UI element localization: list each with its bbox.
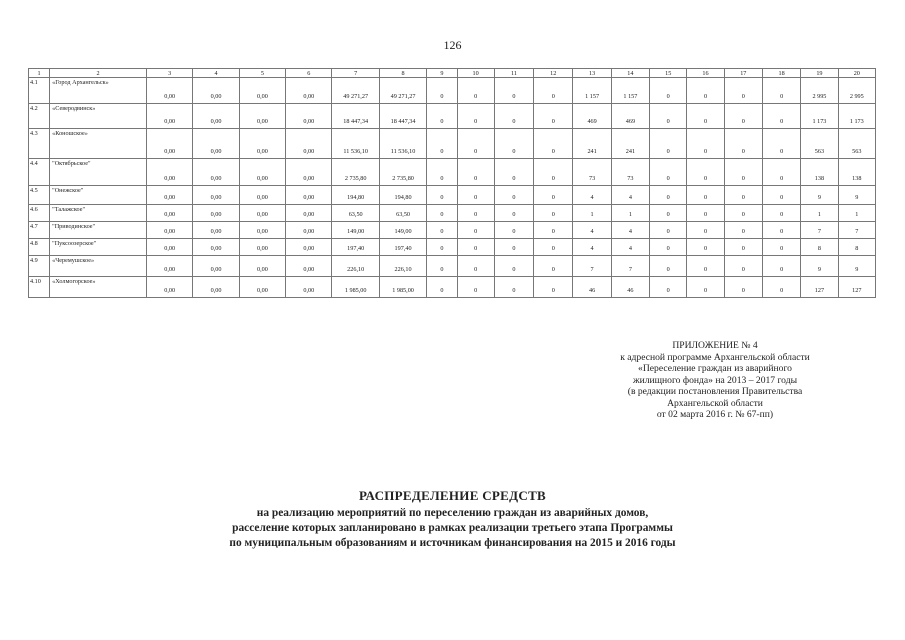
table-cell: 0,00 (146, 256, 192, 277)
table-cell: 0 (650, 159, 687, 186)
table-cell: 0,00 (286, 256, 332, 277)
table-cell: 0 (762, 78, 800, 104)
table-cell: 7 (801, 222, 838, 239)
table-cell: 0 (494, 256, 533, 277)
table-cell: 2 995 (801, 78, 838, 104)
table-cell: 0,00 (286, 205, 332, 222)
table-cell: 49 271,27 (379, 78, 426, 104)
table-cell: 0 (457, 256, 494, 277)
header-row (29, 69, 876, 78)
table-cell: 138 (801, 159, 838, 186)
row-number: 4.3 (29, 129, 50, 159)
municipality-name: "Талажское" (50, 205, 147, 222)
table-cell: 0,00 (286, 186, 332, 205)
column-header: 10 (457, 69, 494, 78)
table-cell: 0 (494, 277, 533, 298)
table-cell: 0,00 (239, 129, 285, 159)
table-cell: 0 (724, 205, 762, 222)
table-cell: 0 (427, 78, 457, 104)
table-cell: 194,80 (332, 186, 379, 205)
table-cell: 0,00 (146, 159, 192, 186)
table-cell: 0,00 (146, 78, 192, 104)
column-header: 2 (50, 69, 147, 78)
table-cell: 1 (611, 205, 649, 222)
table-cell: 0 (687, 277, 724, 298)
row-number: 4.8 (29, 239, 50, 256)
table-cell: 0,00 (286, 159, 332, 186)
table-cell: 0 (457, 205, 494, 222)
table-cell: 0,00 (239, 78, 285, 104)
table-cell: 0 (762, 277, 800, 298)
table-cell: 0 (427, 239, 457, 256)
table-cell: 226,10 (332, 256, 379, 277)
table-row (29, 186, 876, 205)
column-header: 3 (146, 69, 192, 78)
table-cell: 241 (611, 129, 649, 159)
table-cell: 0 (687, 222, 724, 239)
table-cell: 4 (611, 186, 649, 205)
table-cell: 1 173 (838, 104, 875, 129)
table-cell: 0 (687, 78, 724, 104)
table-cell: 0 (724, 78, 762, 104)
table-cell: 0 (687, 159, 724, 186)
table-cell: 0,00 (193, 129, 239, 159)
table-cell: 469 (573, 104, 611, 129)
table-cell: 0 (650, 277, 687, 298)
table-cell: 0,00 (193, 186, 239, 205)
table-row (29, 159, 876, 186)
table-cell: 0 (457, 78, 494, 104)
table-cell: 0,00 (193, 222, 239, 239)
table-cell: 0 (534, 277, 573, 298)
table-cell: 469 (611, 104, 649, 129)
row-number: 4.7 (29, 222, 50, 239)
table-cell: 11 536,10 (332, 129, 379, 159)
table-cell: 0,00 (286, 277, 332, 298)
table-cell: 0,00 (286, 129, 332, 159)
appendix-line: к адресной программе Архангельской области (620, 351, 810, 363)
table-cell: 0 (724, 222, 762, 239)
table-cell: 0 (534, 205, 573, 222)
table-row (29, 129, 876, 159)
table-cell: 1 985,00 (379, 277, 426, 298)
column-header: 16 (687, 69, 724, 78)
municipality-name: «Черемушское» (50, 256, 147, 277)
table-cell: 1 173 (801, 104, 838, 129)
municipality-name: «Холмогорское» (50, 277, 147, 298)
heading-title: РАСПРЕДЕЛЕНИЕ СРЕДСТВ (358, 488, 547, 503)
heading-line: на реализацию мероприятий по переселению граждан из аварийных домов, (256, 507, 649, 519)
row-number: 4.10 (29, 277, 50, 298)
heading-line: по муниципальным образованиям и источникам финансирования на 2015 и 2016 годы (229, 537, 676, 549)
table-cell: 0,00 (193, 277, 239, 298)
table-cell: 1 (801, 205, 838, 222)
table-cell: 0 (534, 222, 573, 239)
table-cell: 0 (427, 104, 457, 129)
table-cell: 1 157 (611, 78, 649, 104)
table-cell: 0 (724, 277, 762, 298)
table-cell: 0 (534, 239, 573, 256)
table-cell: 0 (494, 186, 533, 205)
table-cell: 0 (494, 222, 533, 239)
column-header: 20 (838, 69, 875, 78)
table-cell: 0,00 (239, 222, 285, 239)
table-cell: 0 (762, 239, 800, 256)
column-header: 9 (427, 69, 457, 78)
table-cell: 4 (611, 222, 649, 239)
table-cell: 0 (650, 239, 687, 256)
table-cell: 0 (762, 159, 800, 186)
table-cell: 563 (801, 129, 838, 159)
table-cell: 197,40 (379, 239, 426, 256)
appendix-title: ПРИЛОЖЕНИЕ № 4 (672, 340, 758, 351)
column-header: 15 (650, 69, 687, 78)
table-cell: 127 (801, 277, 838, 298)
table-cell: 4 (573, 239, 611, 256)
row-number: 4.1 (29, 78, 50, 104)
table-cell: 0,00 (239, 159, 285, 186)
table-cell: 4 (573, 222, 611, 239)
table-cell: 0 (650, 222, 687, 239)
municipality-name: «Северодвинск» (50, 104, 147, 129)
column-header: 12 (534, 69, 573, 78)
appendix-line: жилищного фонда» на 2013 – 2017 годы (632, 374, 798, 386)
table-cell: 0 (494, 104, 533, 129)
table-cell: 0,00 (146, 205, 192, 222)
table-cell: 0 (534, 104, 573, 129)
column-header: 17 (724, 69, 762, 78)
table-cell: 0,00 (286, 239, 332, 256)
table-cell: 0 (724, 186, 762, 205)
table-cell: 73 (611, 159, 649, 186)
table-row (29, 104, 876, 129)
table-cell: 0 (534, 78, 573, 104)
table-cell: 0 (650, 256, 687, 277)
table-cell: 63,50 (332, 205, 379, 222)
table-cell: 0 (687, 129, 724, 159)
table-cell: 0 (762, 256, 800, 277)
table-cell: 4 (611, 239, 649, 256)
table-row (29, 222, 876, 239)
table-cell: 0,00 (146, 222, 192, 239)
appendix-line: (в редакции постановления Правительства (627, 386, 803, 397)
row-number: 4.4 (29, 159, 50, 186)
table-cell: 0,00 (146, 277, 192, 298)
column-header: 1 (29, 69, 50, 78)
table-cell: 0,00 (193, 104, 239, 129)
table-cell: 9 (801, 186, 838, 205)
table-cell: 0 (650, 205, 687, 222)
table-cell: 0 (457, 159, 494, 186)
column-header: 8 (379, 69, 426, 78)
table-cell: 7 (838, 222, 875, 239)
table-cell: 0 (687, 239, 724, 256)
page-number: 126 (443, 38, 462, 52)
table-cell: 0 (427, 222, 457, 239)
table-cell: 7 (573, 256, 611, 277)
table-cell: 0 (494, 239, 533, 256)
table-cell: 0 (427, 277, 457, 298)
table-cell: 18 447,34 (332, 104, 379, 129)
table-cell: 0,00 (193, 256, 239, 277)
table-cell: 197,40 (332, 239, 379, 256)
table-cell: 0 (494, 159, 533, 186)
table-cell: 1 (573, 205, 611, 222)
table-cell: 0 (650, 78, 687, 104)
table-cell: 0,00 (239, 256, 285, 277)
table-cell: 0 (724, 159, 762, 186)
row-number: 4.2 (29, 104, 50, 129)
column-header: 7 (332, 69, 379, 78)
table-cell: 194,80 (379, 186, 426, 205)
appendix-line: от 02 марта 2016 г. № 67-пп) (656, 409, 774, 420)
table-cell: 0 (724, 104, 762, 129)
table-cell: 149,00 (379, 222, 426, 239)
table-cell: 0 (427, 159, 457, 186)
table-cell: 0 (427, 186, 457, 205)
municipality-name: "Пуксоозерское" (50, 239, 147, 256)
table-cell: 0 (494, 205, 533, 222)
document-heading (0, 488, 905, 551)
table-cell: 0,00 (239, 277, 285, 298)
table-cell: 0,00 (286, 78, 332, 104)
table-cell: 0 (650, 186, 687, 205)
table-cell: 0,00 (193, 205, 239, 222)
table-cell: 0,00 (146, 129, 192, 159)
table-cell: 0 (534, 159, 573, 186)
column-header: 11 (494, 69, 533, 78)
table-cell: 0,00 (146, 239, 192, 256)
column-header: 18 (762, 69, 800, 78)
column-header: 14 (611, 69, 649, 78)
table-cell: 8 (838, 239, 875, 256)
table-cell: 0 (457, 186, 494, 205)
table-cell: 11 536,10 (379, 129, 426, 159)
row-number: 4.6 (29, 205, 50, 222)
table-cell: 0 (687, 256, 724, 277)
table-cell: 2 995 (838, 78, 875, 104)
table-cell: 0,00 (193, 78, 239, 104)
table-cell: 0 (494, 129, 533, 159)
table-cell: 0 (650, 129, 687, 159)
table-cell: 1 157 (573, 78, 611, 104)
table-cell: 0 (724, 129, 762, 159)
table-cell: 0 (534, 256, 573, 277)
table-cell: 0,00 (239, 239, 285, 256)
funding-table (28, 68, 876, 298)
table-cell: 9 (838, 186, 875, 205)
table-cell: 0,00 (146, 186, 192, 205)
table-cell: 9 (838, 256, 875, 277)
column-header: 4 (193, 69, 239, 78)
table-row (29, 205, 876, 222)
table-cell: 0 (534, 129, 573, 159)
table-cell: 0,00 (146, 104, 192, 129)
column-header: 5 (239, 69, 285, 78)
appendix-line: «Переселение граждан из аварийного (638, 363, 792, 374)
table-cell: 1 985,00 (332, 277, 379, 298)
table-cell: 0,00 (239, 205, 285, 222)
table-cell: 138 (838, 159, 875, 186)
table-cell: 0 (687, 205, 724, 222)
table-cell: 241 (573, 129, 611, 159)
municipality-name: "Онежское" (50, 186, 147, 205)
row-number: 4.5 (29, 186, 50, 205)
appendix-line: Архангельской области (667, 397, 763, 409)
table-cell: 0,00 (193, 159, 239, 186)
heading-subtitle (0, 506, 905, 551)
table-cell: 0,00 (286, 222, 332, 239)
table-cell: 18 447,34 (379, 104, 426, 129)
column-header: 6 (286, 69, 332, 78)
table-cell: 0 (427, 256, 457, 277)
municipality-name: "Приводинское" (50, 222, 147, 239)
table-cell: 0 (457, 104, 494, 129)
table-cell: 0 (762, 205, 800, 222)
table-cell: 9 (801, 256, 838, 277)
table-cell: 49 271,27 (332, 78, 379, 104)
table-cell: 0 (687, 104, 724, 129)
table-cell: 0 (724, 256, 762, 277)
table-cell: 73 (573, 159, 611, 186)
table-cell: 0 (494, 78, 533, 104)
appendix-block (585, 340, 845, 421)
table-cell: 63,50 (379, 205, 426, 222)
table-cell: 0,00 (193, 239, 239, 256)
table-cell: 1 (838, 205, 875, 222)
table-cell: 0 (534, 186, 573, 205)
municipality-name: «Коношское» (50, 129, 147, 159)
table-cell: 4 (573, 186, 611, 205)
table-cell: 0 (762, 186, 800, 205)
table-cell: 0 (762, 129, 800, 159)
table-cell: 0 (427, 205, 457, 222)
table-cell: 46 (611, 277, 649, 298)
table-cell: 563 (838, 129, 875, 159)
table-cell: 0 (457, 129, 494, 159)
table-cell: 46 (573, 277, 611, 298)
municipality-name: «Город Архангельск» (50, 78, 147, 104)
table-cell: 0,00 (286, 104, 332, 129)
table-row (29, 277, 876, 298)
table-cell: 0 (457, 222, 494, 239)
column-header: 13 (573, 69, 611, 78)
municipality-name: "Октябрьское" (50, 159, 147, 186)
table-row (29, 239, 876, 256)
table-cell: 0 (762, 104, 800, 129)
table-cell: 226,10 (379, 256, 426, 277)
table-cell: 149,00 (332, 222, 379, 239)
table-cell: 0 (724, 239, 762, 256)
table-cell: 0 (457, 277, 494, 298)
table-row (29, 256, 876, 277)
table-cell: 2 735,80 (379, 159, 426, 186)
row-number: 4.9 (29, 256, 50, 277)
table-cell: 0 (687, 186, 724, 205)
table-cell: 2 735,80 (332, 159, 379, 186)
table-cell: 8 (801, 239, 838, 256)
table-cell: 0,00 (239, 186, 285, 205)
table-row (29, 78, 876, 104)
table-cell: 0 (762, 222, 800, 239)
table-cell: 0 (650, 104, 687, 129)
table-cell: 0 (457, 239, 494, 256)
table-cell: 7 (611, 256, 649, 277)
table-cell: 127 (838, 277, 875, 298)
table-cell: 0 (427, 129, 457, 159)
table-cell: 0,00 (239, 104, 285, 129)
column-header: 19 (801, 69, 838, 78)
heading-line: расселение которых запланировано в рамках реализации третьего этапа Программы (232, 522, 673, 534)
